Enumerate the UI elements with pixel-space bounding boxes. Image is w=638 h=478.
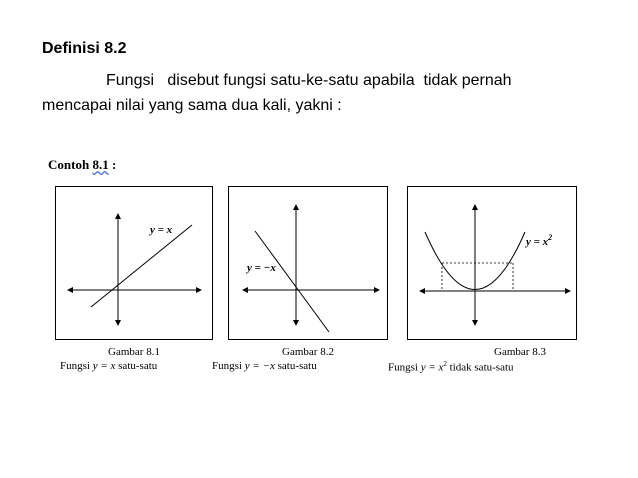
- graph-y-equals-x: [56, 187, 214, 341]
- figure-8-3-description: Fungsi $y = x^2$ tidak satu-satu: [388, 360, 514, 374]
- line-y-equals-minus-x: [255, 231, 329, 332]
- example-label: [48, 157, 116, 173]
- graph-y-equals-x-squared: [408, 187, 578, 341]
- definition-text-line-1: Fungsi disebut fungsi satu-ke-satu apabila tidak pernah: [106, 72, 512, 89]
- graph-y-equals-minus-x: [229, 187, 389, 341]
- figure-8-2-description: Fungsi y = −x satu-satu: [212, 360, 317, 372]
- line-y-equals-x: [91, 225, 192, 307]
- example-suffix: :: [108, 157, 117, 172]
- example-number: 8.1: [92, 157, 109, 172]
- curve-label: y = −x: [247, 262, 276, 274]
- figure-8-3-caption: Gambar 8.3: [494, 346, 546, 358]
- figure-8-1-caption: Gambar 8.1: [108, 346, 160, 358]
- curve-label: y = x: [150, 224, 173, 236]
- definition-text-line-2: mencapai nilai yang sama dua kali, yakni :: [42, 97, 342, 114]
- figure-8-3: [407, 186, 577, 340]
- figure-8-1-description: Fungsi y = x satu-satu: [60, 360, 158, 372]
- definition-heading: Definisi 8.2: [42, 40, 127, 57]
- example-prefix: Contoh: [48, 157, 93, 172]
- figure-8-1: [55, 186, 213, 340]
- curve-label: $y = x^2$: [526, 233, 553, 248]
- figure-8-2-caption: Gambar 8.2: [282, 346, 334, 358]
- figure-8-2: [228, 186, 388, 340]
